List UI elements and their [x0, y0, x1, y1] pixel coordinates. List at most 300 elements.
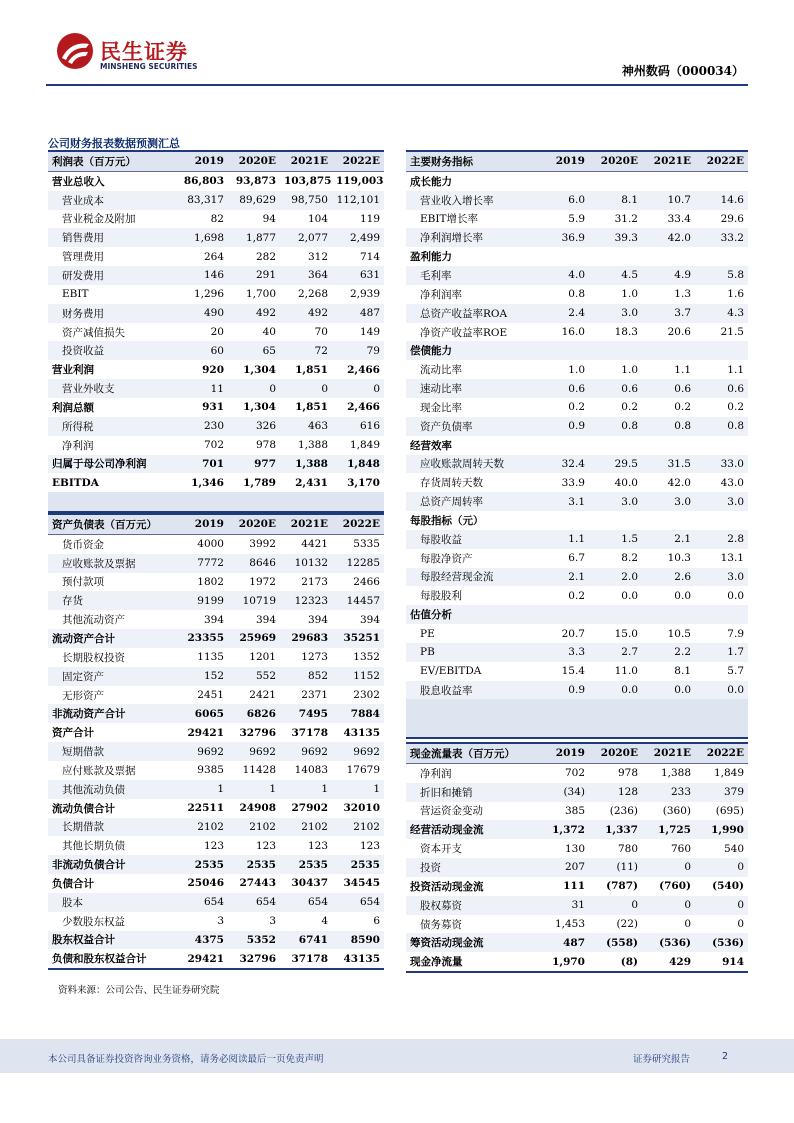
table-row: [406, 643, 748, 662]
value-cell: 29.6: [720, 212, 744, 225]
value-cell: 89,629: [228, 191, 280, 210]
row-label: 净利润: [62, 439, 94, 452]
value-cell: 8590: [332, 931, 384, 950]
value-cell: 487: [332, 304, 384, 323]
minsheng-logo-icon: [56, 32, 94, 70]
value-cell: 702: [564, 767, 585, 780]
row-label: 其他流动负债: [48, 780, 176, 799]
row-label: 长期股权投资: [62, 651, 125, 664]
row-label: 其他长期负债: [62, 840, 125, 853]
table-row: [406, 398, 748, 417]
value-cell: 2451: [197, 689, 224, 702]
value-cell: 42.0: [642, 228, 695, 247]
table-row: [406, 783, 748, 802]
value-cell: 394: [255, 613, 276, 626]
value-cell: (22): [616, 918, 638, 931]
value-cell: [695, 436, 748, 455]
value-cell: [642, 436, 695, 455]
value-cell: 60: [176, 341, 228, 360]
row-label: 存货周转天数: [420, 477, 483, 490]
row-label: 营业外收支: [48, 379, 176, 398]
row-label: 营业总收入: [52, 175, 105, 188]
row-label: 流动负债合计: [52, 802, 115, 815]
value-cell: 0.8: [568, 288, 585, 301]
row-label: 每股净资产: [420, 552, 473, 565]
row-label: 现金净流量: [406, 952, 536, 972]
value-cell: [536, 511, 589, 530]
row-label: 流动比率: [420, 364, 462, 377]
table-row: [406, 662, 748, 681]
value-cell: 0.6: [642, 379, 695, 398]
value-cell: 43135: [343, 726, 380, 739]
income-statement-table: [48, 150, 384, 513]
value-cell: 32010: [343, 802, 380, 815]
header-year-cell: 2022E: [332, 151, 384, 171]
value-cell: 10.3: [667, 552, 691, 565]
value-cell: 104: [307, 212, 328, 225]
table-row: [406, 586, 748, 605]
row-label: 财务费用: [48, 304, 176, 323]
header-year-cell: 2022E: [695, 743, 748, 763]
table-row: [406, 360, 748, 379]
table-row: [406, 839, 748, 858]
value-cell: 379: [695, 783, 748, 802]
value-cell: 86,803: [183, 175, 224, 188]
row-label: 盈利能力: [410, 251, 452, 264]
table-row: [48, 610, 384, 629]
value-cell: 111: [563, 880, 585, 893]
value-cell: [695, 247, 748, 266]
value-cell: 5.8: [695, 266, 748, 285]
value-cell: 654: [228, 893, 280, 912]
value-cell: 27443: [239, 877, 276, 890]
table-row: [48, 323, 384, 342]
value-cell: 4000: [197, 538, 224, 551]
value-cell: 2,268: [297, 288, 328, 301]
header-year-cell: 2021E: [642, 743, 695, 763]
value-cell: 1.3: [674, 288, 691, 301]
table-row: [406, 605, 748, 624]
row-label: 总资产周转率: [406, 492, 536, 511]
value-cell: 0.0: [642, 681, 695, 700]
value-cell: 79: [332, 341, 384, 360]
value-cell: 1972: [249, 575, 276, 588]
value-cell: 10719: [228, 591, 280, 610]
row-label: 固定资产: [48, 667, 176, 686]
value-cell: 1352: [353, 651, 380, 664]
header-year-cell: 2021E: [280, 151, 332, 171]
value-cell: 3992: [249, 538, 276, 551]
value-cell: 0: [684, 918, 691, 931]
row-label: EBIT: [62, 288, 89, 301]
value-cell: 4375: [176, 931, 228, 950]
value-cell: 6826: [228, 704, 280, 723]
value-cell: 3.0: [695, 492, 748, 511]
row-label: 每股收益: [406, 530, 536, 549]
value-cell: 0: [332, 379, 384, 398]
value-cell: 152: [176, 667, 228, 686]
value-cell: 3.0: [589, 304, 642, 323]
table-row: [48, 818, 384, 837]
value-cell: 128: [589, 783, 642, 802]
table-row: [48, 171, 384, 190]
logo-text-en: MINSHENG SECURITIES: [100, 62, 198, 71]
value-cell: 43135: [332, 949, 384, 969]
value-cell: 7495: [280, 704, 332, 723]
value-cell: 1,851: [295, 401, 328, 414]
value-cell: 264: [203, 250, 224, 263]
value-cell: 2102: [228, 818, 280, 837]
value-cell: (236): [609, 804, 638, 817]
table-row: [406, 624, 748, 643]
value-cell: 291: [228, 266, 280, 285]
row-label: 销售费用: [48, 228, 176, 247]
row-label: 现金比率: [420, 401, 462, 414]
table-row: [48, 704, 384, 723]
table-row: [48, 591, 384, 610]
table-row: [406, 549, 748, 568]
header-rule: [46, 84, 748, 86]
value-cell: 1.5: [589, 530, 642, 549]
row-label: EBIT增长率: [420, 213, 479, 226]
value-cell: 1.6: [727, 288, 744, 301]
spacer-row: [406, 699, 748, 718]
value-cell: 94: [262, 212, 276, 225]
value-cell: 3.0: [642, 492, 695, 511]
row-label: EBITDA: [52, 476, 99, 489]
value-cell: 1,789: [243, 476, 276, 489]
value-cell: 2371: [301, 689, 328, 702]
value-cell: [536, 171, 589, 190]
value-cell: 27902: [291, 802, 328, 815]
value-cell: 2.0: [589, 568, 642, 587]
table-row: [48, 341, 384, 360]
value-cell: 8.1: [674, 665, 691, 678]
financial-ratios-table: [406, 150, 748, 739]
value-cell: 0.8: [642, 417, 695, 436]
value-cell: 2535: [332, 855, 384, 874]
value-cell: 29421: [187, 726, 224, 739]
row-label: 货币资金: [62, 538, 104, 551]
header-year-cell: 2019: [176, 151, 228, 171]
row-label: 股本: [48, 893, 176, 912]
value-cell: 1,851: [295, 363, 328, 376]
value-cell: 1,849: [349, 439, 380, 452]
value-cell: 15.0: [614, 627, 638, 640]
value-cell: 3.0: [695, 568, 748, 587]
value-cell: 93,873: [235, 175, 276, 188]
value-cell: 11428: [242, 764, 276, 777]
value-cell: 1,304: [243, 363, 276, 376]
value-cell: 394: [359, 613, 380, 626]
value-cell: [589, 436, 642, 455]
value-cell: 1,388: [660, 767, 691, 780]
table-row: [406, 266, 748, 285]
value-cell: 13.1: [720, 552, 744, 565]
value-cell: 5.9: [568, 212, 585, 225]
value-cell: 978: [255, 439, 276, 452]
value-cell: 33.4: [667, 212, 691, 225]
value-cell: [589, 511, 642, 530]
value-cell: 0: [737, 918, 744, 931]
table-row: [406, 511, 748, 530]
header-year-cell: 2020E: [589, 151, 642, 171]
value-cell: 0.2: [727, 401, 744, 414]
value-cell: 1: [332, 780, 384, 799]
table-row: [406, 455, 748, 474]
row-label: 管理费用: [62, 251, 104, 264]
value-cell: 11.0: [614, 665, 638, 678]
table-row: [48, 893, 384, 912]
value-cell: 25046: [187, 877, 224, 890]
value-cell: 233: [642, 783, 695, 802]
table-row: [48, 780, 384, 799]
value-cell: 149: [359, 326, 380, 339]
row-label: 应收账款周转天数: [406, 455, 536, 474]
table-row: [406, 802, 748, 821]
value-cell: 17679: [346, 764, 380, 777]
row-label: 估值分析: [406, 605, 536, 624]
value-cell: [642, 247, 695, 266]
value-cell: 702: [203, 439, 224, 452]
row-label: 股息收益率: [406, 681, 536, 700]
value-cell: [695, 605, 748, 624]
value-cell: 1,296: [193, 288, 224, 301]
table-row: [48, 554, 384, 573]
header-year-cell: 2019: [536, 743, 589, 763]
header-year-cell: 2019: [536, 151, 589, 171]
table-row: [406, 228, 748, 247]
value-cell: 385: [564, 804, 585, 817]
value-cell: 0.9: [536, 417, 589, 436]
value-cell: 40: [262, 326, 276, 339]
value-cell: 123: [203, 839, 224, 852]
balance-sheet-table: [48, 513, 384, 970]
row-label: 其他流动资产: [62, 614, 125, 627]
value-cell: 0: [228, 379, 280, 398]
value-cell: 31.5: [642, 455, 695, 474]
table-row: [48, 629, 384, 648]
row-label: 净利润率: [420, 288, 462, 301]
value-cell: 852: [280, 667, 332, 686]
value-cell: 4421: [301, 538, 328, 551]
value-cell: 4.5: [589, 266, 642, 285]
table-row: [48, 742, 384, 761]
value-cell: 654: [280, 893, 332, 912]
value-cell: 40.0: [614, 476, 638, 489]
table-row: [48, 191, 384, 210]
value-cell: 364: [280, 266, 332, 285]
header-title-cell: 资产负债表（百万元）: [48, 514, 176, 534]
value-cell: 34545: [343, 877, 380, 890]
value-cell: 83,317: [176, 191, 228, 210]
value-cell: 22511: [187, 802, 224, 815]
table-row: [48, 931, 384, 950]
value-cell: 6065: [176, 704, 228, 723]
value-cell: 146: [176, 266, 228, 285]
table-row: [48, 855, 384, 874]
value-cell: 914: [695, 952, 748, 972]
value-cell: 3: [217, 915, 224, 928]
row-label: 短期借款: [48, 742, 176, 761]
value-cell: 978: [617, 767, 638, 780]
value-cell: 1,877: [228, 228, 280, 247]
table-row: [48, 723, 384, 742]
value-cell: 5335: [353, 538, 380, 551]
value-cell: 977: [228, 455, 280, 474]
footer-report-type: 证券研究报告: [633, 1054, 691, 1065]
table-row: [406, 304, 748, 323]
value-cell: 616: [332, 417, 384, 436]
value-cell: 0.2: [568, 589, 585, 602]
value-cell: 32.4: [536, 455, 589, 474]
value-cell: 4.3: [695, 304, 748, 323]
value-cell: 1802: [197, 575, 224, 588]
value-cell: 39.3: [589, 228, 642, 247]
table-row: [48, 473, 384, 492]
footer-disclaimer: 本公司具备证券投资咨询业务资格，请务必阅读最后一页免责声明: [48, 1054, 324, 1065]
value-cell: 701: [176, 455, 228, 474]
value-cell: 7884: [332, 704, 384, 723]
header-year-cell: 2021E: [642, 151, 695, 171]
value-cell: (558): [589, 933, 642, 952]
value-cell: 0.0: [695, 681, 748, 700]
value-cell: 37178: [280, 949, 332, 969]
row-label: 应收账款及票据: [48, 554, 176, 573]
row-label: 毛利率: [406, 266, 536, 285]
value-cell: 282: [255, 250, 276, 263]
table-row: [406, 568, 748, 587]
value-cell: 654: [176, 893, 228, 912]
table-row: [406, 323, 748, 342]
value-cell: 1201: [249, 651, 276, 664]
value-cell: 487: [536, 933, 589, 952]
value-cell: [536, 605, 589, 624]
value-cell: 2102: [280, 818, 332, 837]
value-cell: 25969: [228, 629, 280, 648]
row-label: 筹资活动现金流: [406, 933, 536, 952]
header-year-cell: 2020E: [228, 151, 280, 171]
value-cell: 2.2: [642, 643, 695, 662]
table-row: [406, 896, 748, 915]
table-row: [406, 417, 748, 436]
table-row: [406, 285, 748, 304]
table-row: [406, 210, 748, 229]
row-label: 非流动资产合计: [48, 704, 176, 723]
value-cell: 0.0: [727, 589, 744, 602]
row-label: 少数股东权益: [62, 915, 125, 928]
row-label: 负债合计: [52, 877, 94, 890]
row-label: 每股指标（元）: [410, 514, 484, 527]
value-cell: 1.1: [674, 363, 691, 376]
value-cell: 780: [617, 842, 638, 855]
value-cell: [642, 605, 695, 624]
value-cell: [695, 511, 748, 530]
row-label: 预付款项: [62, 576, 104, 589]
value-cell: 2,431: [295, 476, 328, 489]
value-cell: 0.6: [695, 379, 748, 398]
row-label: 归属于母公司净利润: [48, 455, 176, 474]
row-label: 净资产收益率ROE: [420, 326, 508, 339]
value-cell: 20.6: [667, 326, 691, 339]
value-cell: 9385: [197, 764, 224, 777]
value-cell: 1: [280, 780, 332, 799]
row-label: 流动资产合计: [48, 629, 176, 648]
value-cell: (11): [589, 858, 642, 877]
value-cell: 0.8: [589, 417, 642, 436]
table-row: [48, 799, 384, 818]
value-cell: [589, 341, 642, 360]
table-row: [48, 667, 384, 686]
value-cell: 0: [695, 858, 748, 877]
value-cell: [536, 341, 589, 360]
row-label: 投资收益: [48, 341, 176, 360]
value-cell: (760): [659, 880, 691, 893]
value-cell: 490: [176, 304, 228, 323]
value-cell: 0: [589, 896, 642, 915]
value-cell: 714: [359, 250, 380, 263]
value-cell: 16.0: [561, 326, 585, 339]
header-year-cell: 2022E: [332, 514, 384, 534]
value-cell: (536): [695, 933, 748, 952]
value-cell: 10.5: [667, 627, 691, 640]
table-header-row: [406, 743, 748, 763]
value-cell: 0.2: [621, 401, 638, 414]
value-cell: 1.1: [727, 363, 744, 376]
value-cell: 2,466: [347, 363, 380, 376]
value-cell: 33.0: [695, 455, 748, 474]
table-row: [48, 912, 384, 931]
value-cell: 0.2: [568, 401, 585, 414]
value-cell: 2102: [332, 818, 384, 837]
row-label: EV/EBITDA: [420, 665, 482, 678]
table-header-row: [48, 151, 384, 171]
value-cell: 9692: [228, 742, 280, 761]
row-label: 净利润: [420, 767, 452, 780]
row-label: 应付账款及票据: [62, 764, 136, 777]
value-cell: 1.0: [621, 288, 638, 301]
row-label: 每股经营现金流: [406, 568, 536, 587]
row-label: 成长能力: [410, 175, 452, 188]
value-cell: 0: [280, 379, 332, 398]
document-title: 神州数码（000034）: [621, 64, 744, 78]
page-number: 2: [722, 1051, 729, 1062]
value-cell: 207: [536, 858, 589, 877]
table-row: [406, 436, 748, 455]
table-row: [48, 648, 384, 667]
value-cell: 24908: [239, 802, 276, 815]
table-row: [48, 455, 384, 474]
value-cell: 760: [670, 842, 691, 855]
value-cell: 429: [642, 952, 695, 972]
value-cell: 20.7: [561, 627, 585, 640]
value-cell: 65: [228, 341, 280, 360]
row-label: PB: [406, 643, 536, 662]
row-label: 总资产收益率ROA: [406, 304, 536, 323]
row-label: 研发费用: [48, 266, 176, 285]
row-label: 资产负债率: [406, 417, 536, 436]
value-cell: 103,875: [284, 175, 332, 188]
value-cell: 2,466: [347, 401, 380, 414]
value-cell: 1,453: [554, 918, 585, 931]
logo-text-cn: 民生证券: [100, 40, 188, 64]
value-cell: [589, 605, 642, 624]
table-row: [406, 473, 748, 492]
value-cell: [536, 247, 589, 266]
row-label: 长期借款: [48, 818, 176, 837]
table-header-row: [48, 514, 384, 534]
table-row: [48, 874, 384, 893]
